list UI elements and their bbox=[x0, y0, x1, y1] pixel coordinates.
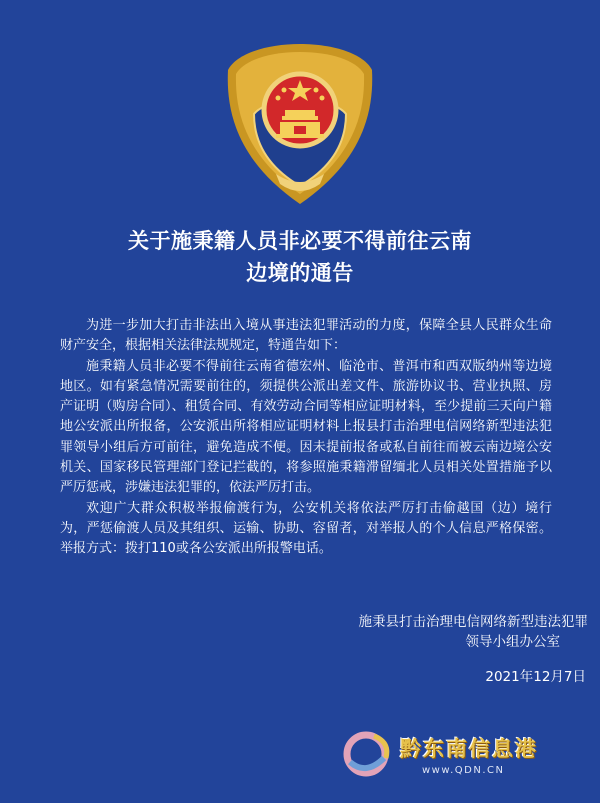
police-emblem bbox=[224, 40, 376, 208]
notice-title-line-1: 关于施秉籍人员非必要不得前往云南 bbox=[128, 229, 472, 253]
watermark-logo-icon bbox=[340, 728, 396, 778]
notice-body bbox=[60, 316, 552, 560]
paragraph-travel-rules: 施秉籍人员非必要不得前往云南省德宏州、临沧市、普洱市和西双版纳州等边境地区。如有紧急情况需要前往的，须提供公派出差文件、旅游协议书、营业执照、房产证明（购房合同）、租赁合同、有效劳动合同等相应证明材料，至少提前三天向户籍地公安派出所报备，公安派出所将相应证明材料上报县打击治理电信网络新型违法犯罪领导小组后方可前往，避免造成不便。因未提前报备或私自前往而被云南边境公安机关、国家移民管理部门登记拦截的，将参照施秉籍滞留缅北人员相关处置措施予以严厉惩戒，涉嫌违法犯罪的，依法严厉打击。 bbox=[60, 358, 552, 496]
paragraph-intro: 为进一步加大打击非法出入境从事违法犯罪活动的力度，保障全县人民群众生命财产安全，根据相关法律法规规定，特通告如下： bbox=[60, 318, 552, 354]
notice-date: 2021年12月7日 bbox=[485, 669, 586, 685]
paragraph-report: 欢迎广大群众积极举报偷渡行为，公安机关将依法严厉打击偷越国（边）境行为，严惩偷渡人员及其组织、运输、协助、容留者，对举报人的个人信息严格保密。举报方式：拨打110或各公安派出所报警电话。 bbox=[60, 500, 552, 557]
watermark-title: 黔东南信息港 bbox=[400, 736, 538, 761]
signature-line-2: 领导小组办公室 bbox=[465, 634, 560, 650]
signature-line-1: 施秉县打击治理电信网络新型违法犯罪 bbox=[358, 614, 588, 630]
watermark-url: www.QDN.CN bbox=[422, 765, 505, 776]
notice-title-line-2: 边境的通告 bbox=[246, 261, 354, 285]
